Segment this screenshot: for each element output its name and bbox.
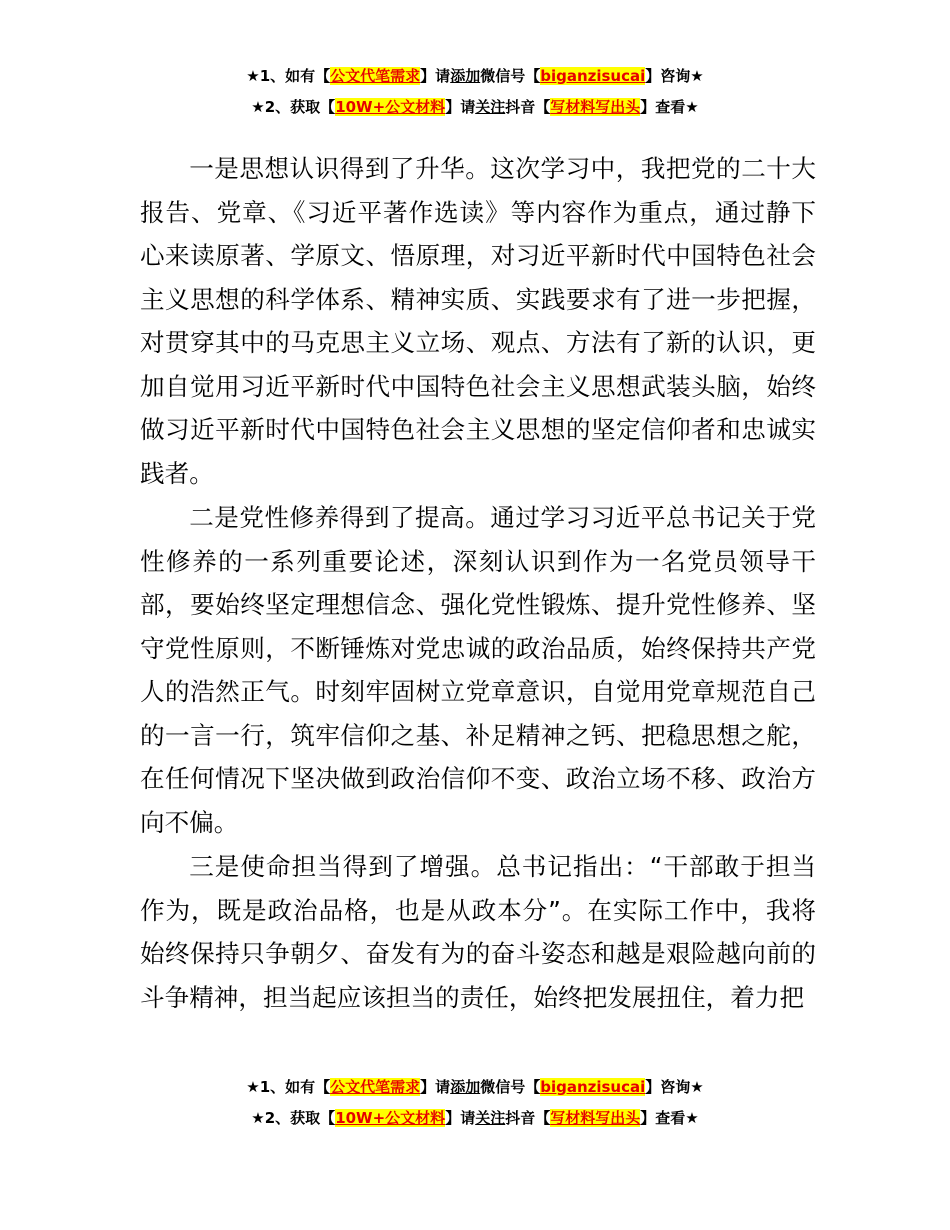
banner-line-1-mid: 】请 — [420, 1078, 451, 1096]
banner-line-2-prefix: ★2、获取【 — [251, 98, 336, 116]
banner-line-1-suffix: 】咨询★ — [645, 67, 704, 85]
banner-line-2-suffix: 】查看★ — [640, 1109, 699, 1127]
banner-line-1-prefix: ★1、如有【 — [246, 1078, 331, 1096]
banner-line-2 — [0, 1108, 950, 1128]
top-banner — [0, 66, 950, 117]
banner-line-1-mid2: 微信号【 — [480, 1078, 541, 1096]
add-underlined-text: 添加 — [450, 1078, 481, 1096]
bottom-banner — [0, 1077, 950, 1128]
wechat-id-highlight: biganzisucai — [540, 1078, 646, 1096]
banner-line-2-mid2: 抖音【 — [505, 1109, 551, 1127]
banner-line-2-mid: 】请 — [445, 98, 476, 116]
banner-line-1-prefix: ★1、如有【 — [246, 67, 331, 85]
paragraph-ideological-understanding: 一是思想认识得到了升华。这次学习中，我把党的二十大报告、党章、《习近平著作选读》等内容作为重点，通过静下心来读原著、学原文、悟原理，对习近平新时代中国特色社会主义思想的科学体系、精神实质、实践要求有了进一步把握，对贯穿其中的马克思主义立场、观点、方法有了新的认识，更加自觉用习近平新时代中国特色社会主义思想武装头脑，始终做习近平新时代中国特色社会主义思想的坚定信仰者和忠诚实践者。 — [140, 154, 816, 488]
paragraph-party-spirit: 二是党性修养得到了提高。通过学习习近平总书记关于党性修养的一系列重要论述，深刻认识到作为一名党员领导干部，要始终坚定理想信念、强化党性锻炼、提升党性修养、坚守党性原则，不断锤炼对党忠诚的政治品质，始终保持共产党人的浩然正气。时刻牢固树立党章意识，自觉用党章规范自己的一言一行，筑牢信仰之基、补足精神之钙、把稳思想之舵，在任何情况下坚决做到政治信仰不变、政治立场不移、政治方向不偏。 — [140, 503, 816, 837]
douyin-account-highlight: 写材料写出头 — [550, 1109, 641, 1127]
materials-highlight: 10W+公文材料 — [335, 1109, 446, 1127]
douyin-account-highlight: 写材料写出头 — [550, 98, 641, 116]
follow-underlined-text: 关注 — [475, 1109, 506, 1127]
banner-line-1 — [0, 1077, 950, 1097]
wechat-id-highlight: biganzisucai — [540, 67, 646, 85]
banner-line-1-mid2: 微信号【 — [480, 67, 541, 85]
banner-line-1 — [0, 66, 950, 86]
banner-line-2 — [0, 97, 950, 117]
banner-line-1-suffix: 】咨询★ — [645, 1078, 704, 1096]
banner-line-2-mid2: 抖音【 — [505, 98, 551, 116]
materials-highlight: 10W+公文材料 — [335, 98, 446, 116]
add-underlined-text: 添加 — [450, 67, 481, 85]
banner-line-2-mid: 】请 — [445, 1109, 476, 1127]
banner-line-2-suffix: 】查看★ — [640, 98, 699, 116]
banner-line-1-mid: 】请 — [420, 67, 451, 85]
ghostwriting-service-highlight: 公文代笔需求 — [330, 1078, 421, 1096]
document-body — [140, 147, 816, 1019]
follow-underlined-text: 关注 — [475, 98, 506, 116]
paragraph-mission-responsibility: 三是使命担当得到了增强。总书记指出：“干部敢于担当作为，既是政治品格，也是从政本分”。在实际工作中，我将始终保持只争朝夕、奋发有为的奋斗姿态和越是艰险越向前的斗争精神，担当起应该担当的责任，始终把发展扭住，着力把 — [140, 852, 816, 1012]
ghostwriting-service-highlight: 公文代笔需求 — [330, 67, 421, 85]
banner-line-2-prefix: ★2、获取【 — [251, 1109, 336, 1127]
